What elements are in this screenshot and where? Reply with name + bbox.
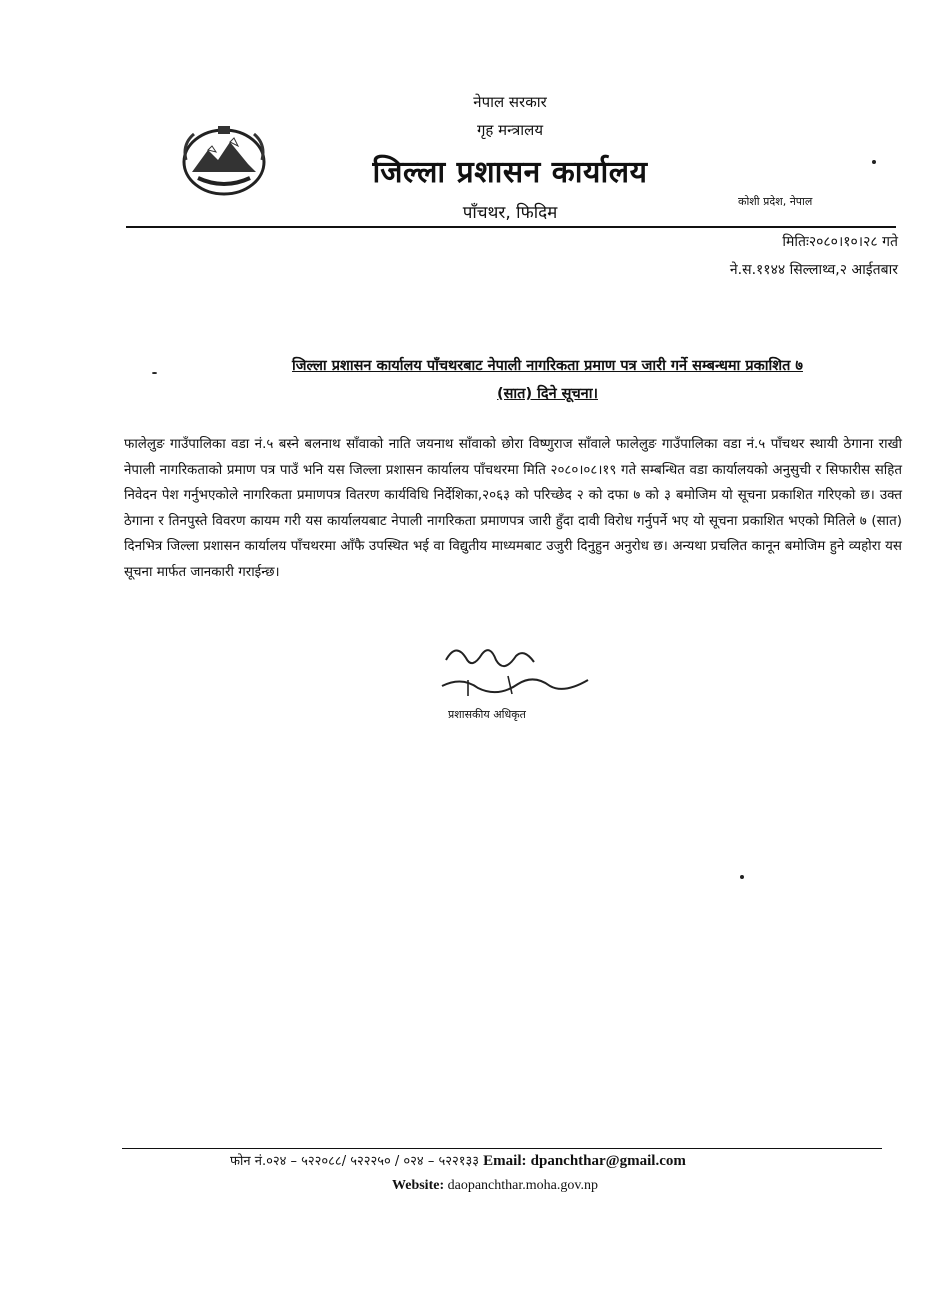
header-divider <box>126 226 896 228</box>
notice-body: फालेलुङ गाउँपालिका वडा नं.५ बस्ने बलनाथ साँवाको नाति जयनाथ साँवाको छोरा विष्णुराज साँवाले फालेलुङ गाउँपालिका वडा नं.५ पाँचथर स्थायी ठेगाना राखी नेपाली नागरिकताको प्रमाण पत्र पाउँ भनि यस जिल्ला प्रशासन कार्यालय पाँचथरमा मिति २०८०।०८।१९ गते सम्बन्धित वडा कार्यालयको अनुसुची र सिफारीस सहित निवेदन पेश गर्नुभएकोले नागरिकता प्रमाणपत्र वितरण कार्यविधि निर्देशिका,२०६३ को परिच्छेद २ को दफा ७ को ३ बमोजिम यो सूचना प्रकाशित गरिएको छ। उक्त ठेगाना र तिनपुस्ते विवरण कायम गरी यस कार्यालयबाट नेपाली नागरिकता प्रमाणपत्र जारी हुँदा दावी विरोध गर्नुपर्ने भए यो सूचना प्रकाशित भएको मितिले ७ (सात) दिनभित्र जिल्ला प्रशासन कार्यालय पाँचथरमा आँफै उपस्थित भई वा विद्युतीय माध्यमबाट उजुरी दिनुहुन अनुरोध छ। अन्यथा प्रचलित कानून बमोजिम हुने व्यहोरा यस सूचना मार्फत जानकारी गराईन्छ। <box>124 437 902 580</box>
notice-subject <box>180 352 915 408</box>
signatory-title: प्रशासकीय अधिकृत <box>448 708 526 721</box>
notice-date: मितिः२०८०।१०।२८ गते <box>782 234 898 250</box>
province-label: कोशी प्रदेश, नेपाल <box>738 195 813 208</box>
government-name: नेपाल सरकार <box>473 93 547 111</box>
subject-line-2: (सात) दिने सूचना। <box>497 386 598 402</box>
scan-speck <box>872 160 876 164</box>
nepal-sambat-date: ने.स.११४४ सिल्लाथ्व,२ आईतबार <box>729 262 898 278</box>
website-url[interactable]: daopanchthar.moha.gov.np <box>447 1178 598 1193</box>
ministry-name: गृह मन्त्रालय <box>476 121 544 139</box>
email-label: Email: <box>483 1153 527 1169</box>
nepal-emblem-icon <box>178 120 270 198</box>
phone-numbers: फोन नं.०२४ – ५२२०८८/ ५२२२५० / ०२४ – ५२२१३३ <box>230 1154 480 1169</box>
footer-website <box>392 1178 598 1194</box>
footer-divider <box>122 1148 882 1149</box>
office-name: जिल्ला प्रशासन कार्यालय <box>372 155 648 190</box>
website-label: Website: <box>392 1178 445 1193</box>
signature-icon <box>438 640 608 702</box>
scan-speck <box>152 372 157 374</box>
email-address[interactable]: dpanchthar@gmail.com <box>530 1153 686 1169</box>
subject-line-1: जिल्ला प्रशासन कार्यालय पाँचथरबाट नेपाली नागरिकता प्रमाण पत्र जारी गर्ने सम्बन्धमा प्रकाशित ७ <box>292 358 803 374</box>
office-location: पाँचथर, फिदिम <box>462 203 558 223</box>
footer-contact <box>230 1151 686 1170</box>
scan-speck <box>740 875 744 879</box>
